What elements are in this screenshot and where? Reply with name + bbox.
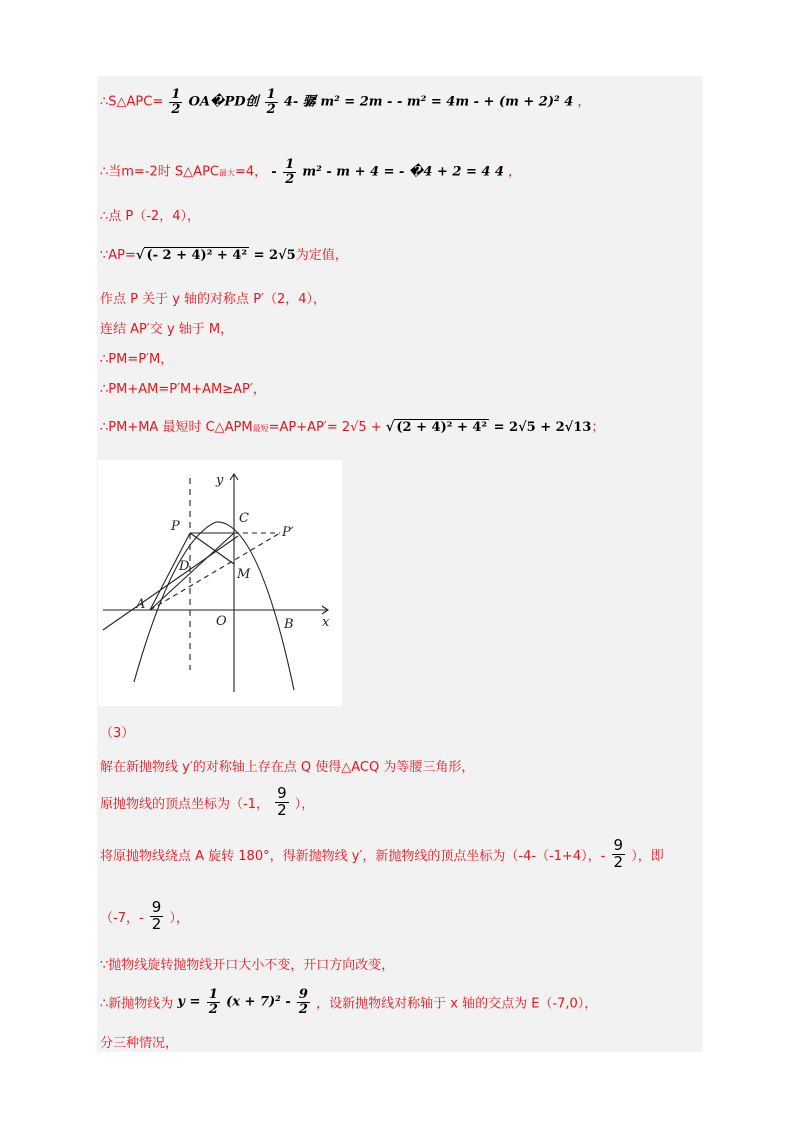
min-perimeter-label: ∴PM+MA 最短时 C△APM [100, 420, 253, 435]
max-area-label: ∴当m=-2时 S△APC [100, 164, 219, 180]
label-y: y [216, 473, 224, 488]
ap-radicand: (- 2 + 4)² + 4² [146, 248, 248, 263]
fraction-half: $\frac{1}{2}$ [171, 87, 181, 117]
label-c: C [239, 511, 249, 526]
new-parabola-expression: (x + 7)² - [226, 994, 291, 1010]
fraction-half-4: $\frac{1}{2}$ [208, 987, 218, 1017]
new-parabola-line [100, 988, 597, 1016]
point-p-line: ∴点 P（-2，4）， [100, 209, 200, 224]
new-parabola-y: y = [177, 994, 205, 1010]
fraction-half-3: $\frac{1}{2}$ [285, 157, 295, 187]
ap-result: = 2√5 [249, 248, 296, 263]
vertex-label: 原抛物线的顶点坐标为（-1， [100, 796, 269, 812]
fraction-nine-half-3: $\frac{9}{2}$ [151, 898, 162, 933]
rotation-text: 将原抛物线绕点 A 旋转 180°，得新抛物线 y′，新抛物线的顶点坐标为（-4-（-1+4），- [100, 848, 606, 864]
fraction-half-2: $\frac{1}{2}$ [266, 87, 276, 117]
part-3-heading: （3） [100, 726, 135, 741]
exists-q-line: 解在新抛物线 y′的对称轴上存在点 Q 使得△ACQ 为等腰三角形， [100, 760, 475, 775]
area-expression: OA�PD创 [188, 94, 259, 110]
line-end-semicolon: ； [591, 420, 605, 435]
label-m: M [237, 567, 251, 582]
max-subscript: 最大 [218, 168, 235, 178]
label-p: P [171, 519, 180, 534]
rotation-end: ），即 [631, 848, 664, 864]
min-subscript: 最短 [252, 424, 269, 433]
label-a: A [136, 597, 146, 612]
min-perimeter-mid: =AP+AP′= 2√5 + [268, 420, 386, 435]
fraction-nine-half: $\frac{9}{2}$ [277, 784, 287, 819]
label-p-prime: P′ [282, 525, 294, 540]
area-expression-tail: 4- 骣 m² = 2m - - m² = 4m - + (m + 2)² 4 [283, 94, 574, 110]
rotation-line [100, 838, 664, 871]
area-label: ∴S△APC= [100, 94, 164, 110]
label-b: B [284, 617, 294, 632]
new-parabola-suffix: ，设新抛物线对称轴于 x 轴的交点为 E（-7,0）， [316, 996, 598, 1012]
min-radicand: (2 + 4)² + 4² [396, 420, 488, 435]
segment-ac [150, 533, 234, 610]
fraction-nine-half-2: $\frac{9}{2}$ [613, 836, 624, 871]
min-result: = 2√5 + 2√13 [489, 420, 592, 435]
three-cases-line: 分三种情况， [100, 1036, 179, 1051]
label-x: x [322, 615, 330, 630]
new-vertex-text: （-7，- [100, 910, 144, 926]
parabola-figure [98, 460, 342, 706]
symmetric-point-line: 作点 P 关于 y 轴的对称点 P′（2，4）， [100, 292, 327, 307]
line-end-comma: ， [577, 94, 591, 110]
min-perimeter-line: ∴PM+MA 最短时 C△APM最短=AP+AP′= 2√5 + √ (2 + 4)² + 4² = 2√5 + 2√13； [100, 420, 605, 435]
label-o: O [216, 614, 227, 629]
pm-equal-line: ∴PM=P′M， [100, 352, 174, 367]
connect-line: 连结 AP′交 y 轴于 M， [100, 322, 234, 337]
max-area-value: =4， [234, 164, 268, 180]
vertex-line [100, 786, 314, 819]
parabola-curve [134, 522, 294, 690]
vertex-end: ）， [294, 796, 315, 812]
line-max-area: ∴当m=-2时 S△APC最大=4， - $\frac{1}{2}$ m² - m + 4 = - �4 + 2 = 4 4 ， [100, 157, 522, 187]
new-vertex-line [100, 900, 189, 933]
ap-length-line: ∵AP=√ (- 2 + 4)² + 4² = 2√5为定值， [100, 248, 348, 263]
new-vertex-end: ）， [169, 910, 189, 926]
parabola-diagram [98, 460, 342, 706]
opening-change-line: ∵抛物线旋转抛物线开口大小不变，开口方向改变， [100, 958, 395, 973]
max-area-expression: m² - m + 4 = - �4 + 2 = 4 4 [302, 164, 504, 180]
inequality-line: ∴PM+AM=P′M+AM≥AP′， [100, 382, 266, 397]
ap-label: ∵AP= [100, 248, 136, 263]
segment-pm [190, 533, 234, 564]
fraction-nine-half-4: $\frac{9}{2}$ [298, 987, 308, 1017]
line-area-formula [100, 88, 590, 116]
label-d: D [179, 559, 190, 574]
new-parabola-label: ∴新抛物线为 [100, 996, 174, 1012]
line-end-comma-2: ， [508, 164, 522, 180]
ap-suffix: 为定值， [295, 248, 348, 263]
